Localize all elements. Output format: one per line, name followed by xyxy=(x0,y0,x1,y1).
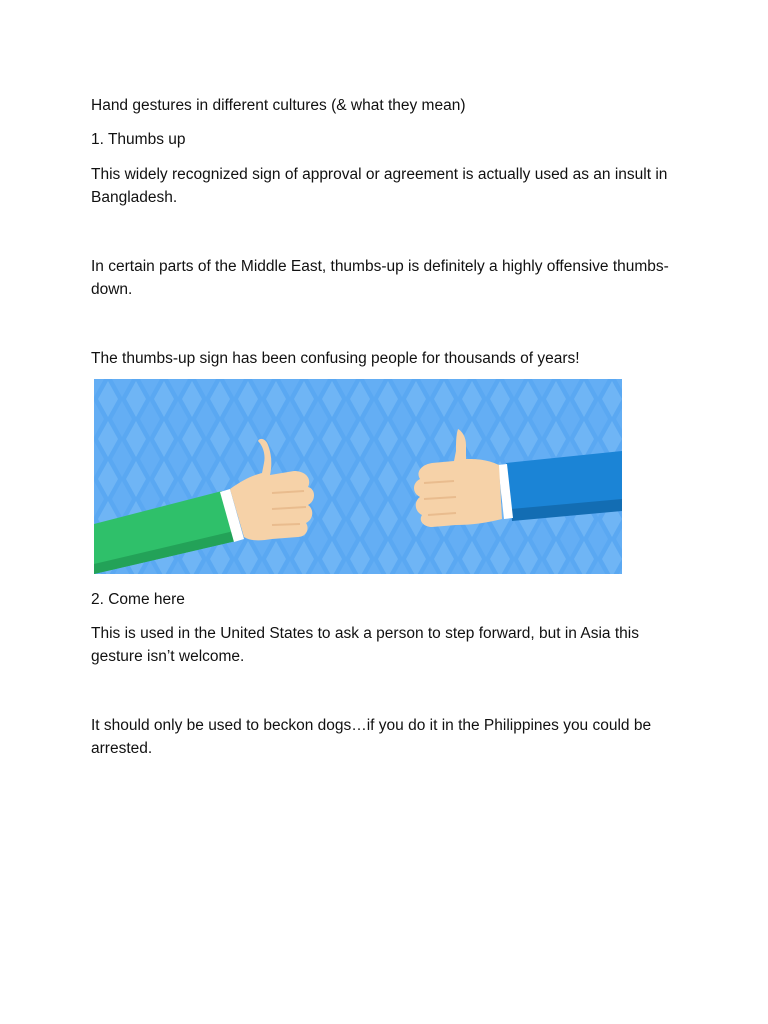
two-hands-thumbs-up-illustration xyxy=(94,379,622,574)
section-heading-thumbs-up: 1. Thumbs up xyxy=(91,131,186,148)
paragraph-come-here-asia: This is used in the United States to ask a person to step forward, but in Asia this gesture isn’t welcome. xyxy=(91,625,639,665)
paragraph-thumbs-up-middle-east: In certain parts of the Middle East, thumbs-up is definitely a highly offensive thumbs-down. xyxy=(91,258,669,298)
document-title: Hand gestures in different cultures (& what they mean) xyxy=(91,97,466,114)
paragraph-come-here-philippines: It should only be used to beckon dogs…if you do it in the Philippines you could be arrested. xyxy=(91,717,652,757)
section-heading-come-here: 2. Come here xyxy=(91,591,185,608)
paragraph-thumbs-up-bangladesh: This widely recognized sign of approval or agreement is actually used as an insult in Bangladesh. xyxy=(91,166,668,206)
paragraph-thumbs-up-history: The thumbs-up sign has been confusing people for thousands of years! xyxy=(91,350,580,367)
